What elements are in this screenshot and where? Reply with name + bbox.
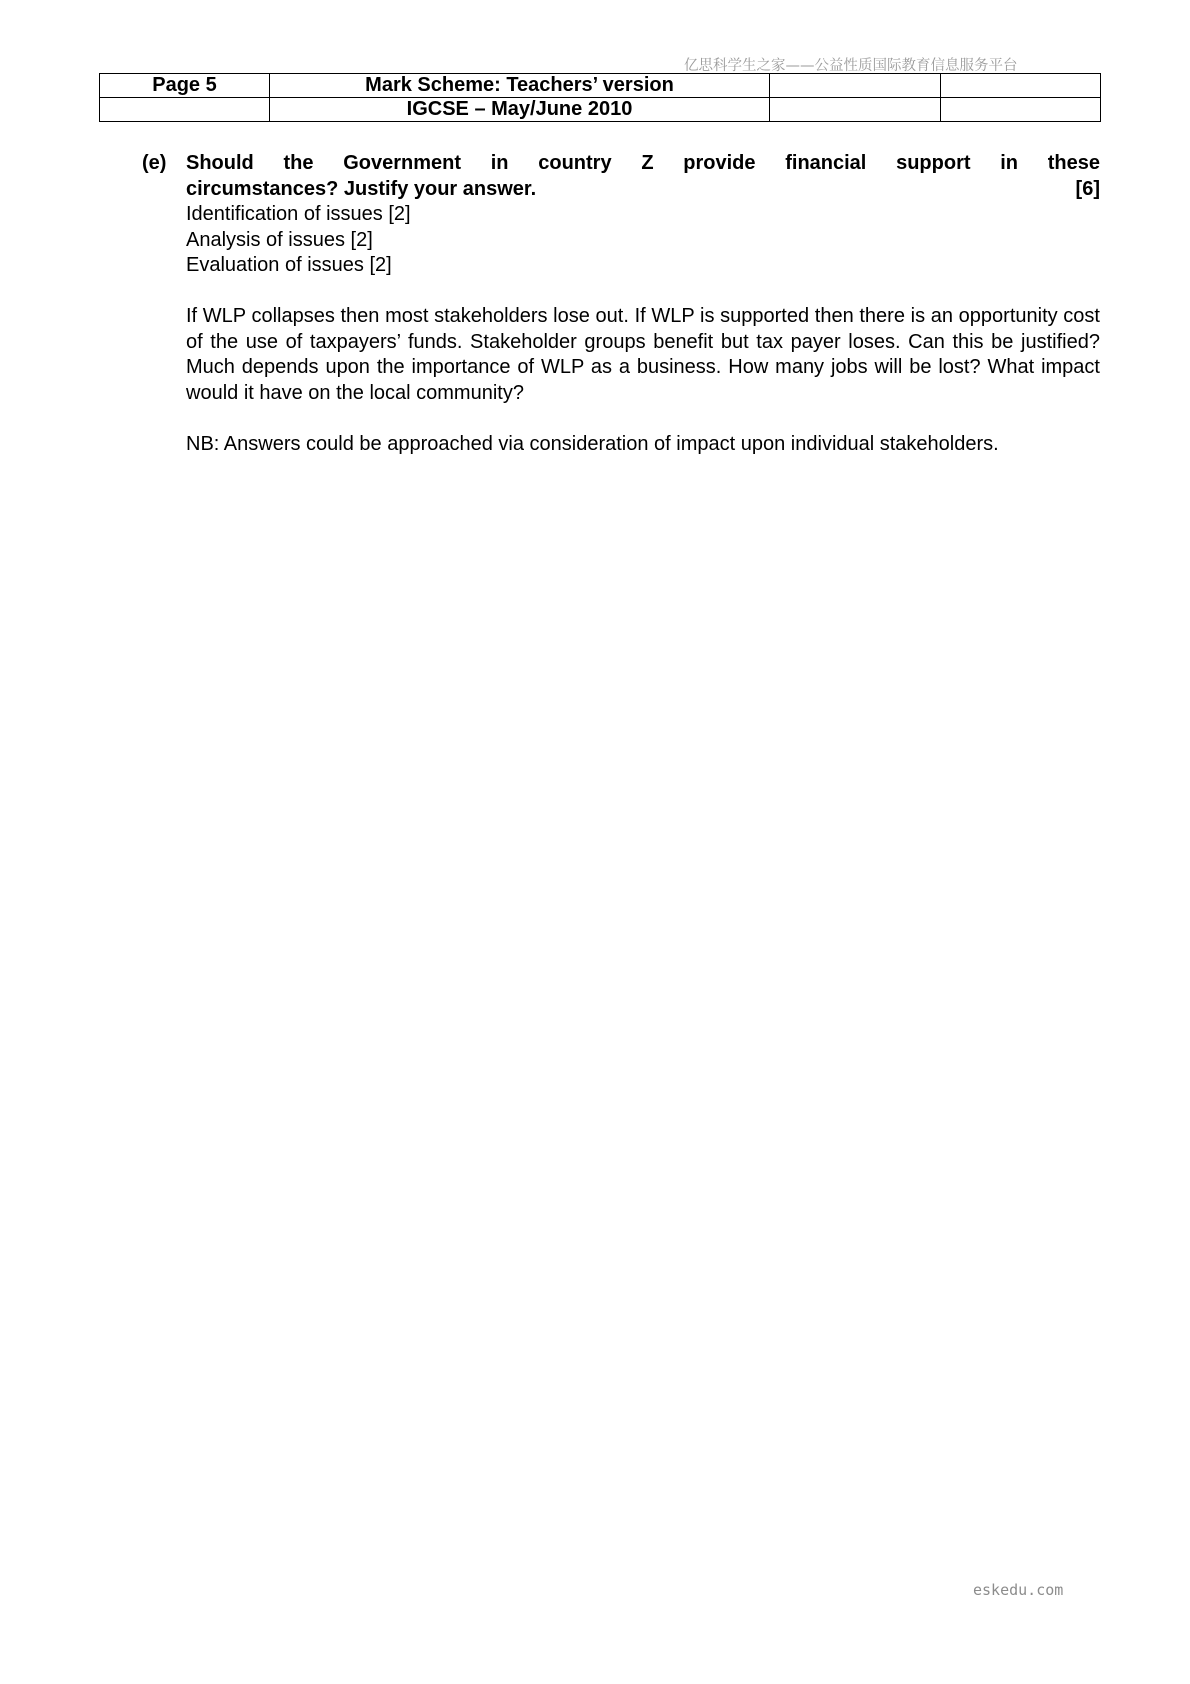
header-table — [99, 73, 1101, 122]
criteria-analysis: Analysis of issues [2] — [186, 228, 373, 251]
criteria-evaluation: Evaluation of issues [2] — [186, 254, 392, 276]
question-marks: [6] — [1075, 177, 1100, 200]
paper-cell — [941, 74, 1101, 98]
criteria-identification: Identification of issues [2] — [186, 203, 411, 225]
header-row-1 — [100, 74, 1101, 98]
question-section — [142, 151, 1100, 457]
question-label: (e) — [142, 152, 167, 174]
empty-cell — [941, 98, 1101, 122]
header-row-2 — [100, 98, 1101, 122]
watermark-top-text: 亿思科学生之家——公益性质国际教育信息服务平台 — [684, 58, 1018, 74]
question-text-end: circumstances? Justify your answer. — [186, 177, 537, 200]
question-text-line2 — [186, 177, 1100, 203]
empty-cell — [770, 98, 941, 122]
page-number: Page 5 — [100, 74, 270, 98]
watermark-bottom-text: eskedu.com — [973, 1581, 1064, 1599]
answer-paragraph: If WLP collapses then most stakeholders lose out. If WLP is supported then there is an opportunity cost of the use of taxpayers’ funds. Stakeholder groups benefit but tax payer loses. Can this be justified? Much depends upon the importance of WLP as a business. How many jobs will be lost? What impact would it have on the local community? — [186, 305, 1100, 404]
document-title: Mark Scheme: Teachers’ version — [270, 74, 770, 98]
question-text-line1: Should the Government in country Z provide financial support in these — [186, 152, 1100, 174]
question-e — [142, 151, 1100, 457]
syllabus-cell — [770, 74, 941, 98]
exam-session: IGCSE – May/June 2010 — [270, 98, 770, 122]
answer-note: NB: Answers could be approached via consideration of impact upon individual stakeholders. — [186, 432, 999, 455]
empty-cell — [100, 98, 270, 122]
question-body — [186, 151, 1100, 457]
